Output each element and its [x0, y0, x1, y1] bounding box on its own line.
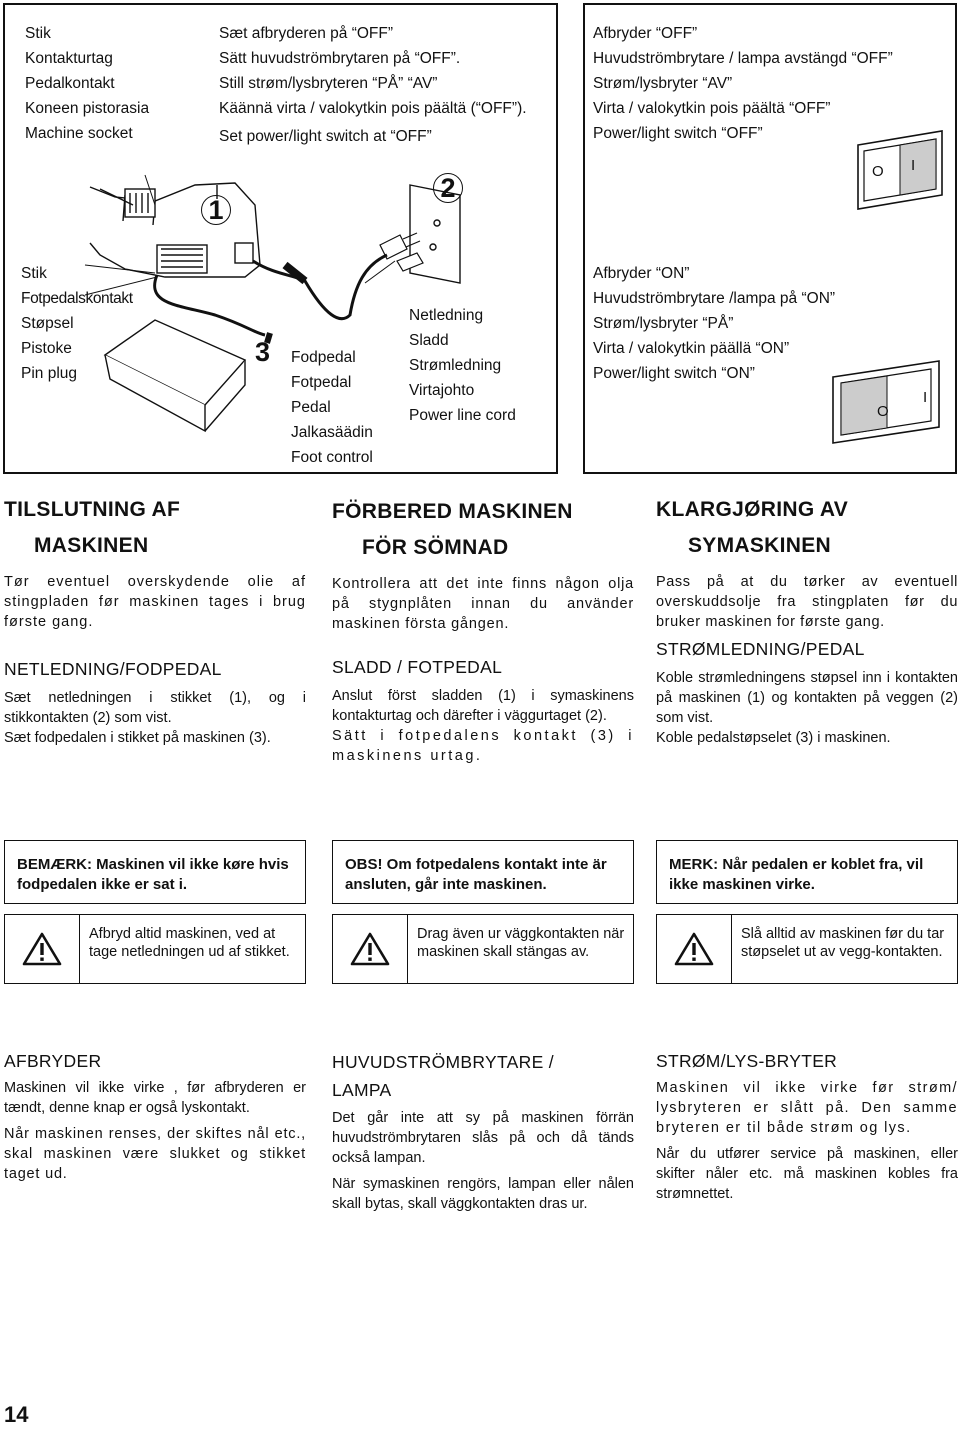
switch-off-o-label: O	[872, 163, 884, 180]
switch-section-swedish	[332, 1048, 634, 1220]
column-danish	[4, 492, 306, 754]
section-paragraph-2: Når maskinen renses, der skiftes nål etc., skal maskinen være slukket og stikket taget ud.	[4, 1126, 306, 1182]
paragraph-1: Sæt netledningen i stikket (1), og i stikkontakten (2) som vist.	[4, 690, 306, 726]
switch-on-labels: Afbryder “ON” Huvudströmbrytare /lampa på “ON” Strøm/lysbryter “PÅ” Virta / valokytkin päällä “ON” Power/light switch “ON”	[593, 265, 836, 382]
warning-box-danish	[4, 914, 306, 984]
foot-control-plug-labels: Stik Fotpedalskontakt Støpsel Pistoke Pin plug	[21, 265, 133, 382]
switch-off-icon	[850, 125, 950, 215]
intro-text: Kontrollera att det inte finns någon olja på stygnplåten innan du använder maskinen första gången.	[332, 576, 634, 632]
warning-text: Afbryd altid maskinen, ved at tage netledningen ud af stikket.	[89, 926, 290, 960]
heading-line-1: TILSLUTNING AF	[4, 498, 181, 521]
heading-line-2: MASKINEN	[34, 534, 149, 557]
column-swedish	[332, 494, 634, 772]
switch-off-i-label: I	[911, 157, 916, 174]
subheading: STRØMLEDNING/PEDAL	[656, 639, 865, 659]
warning-box-norwegian	[656, 914, 958, 984]
section-paragraph-1: Det går inte att sy på maskinen förrän huvudströmbrytaren slås på och då tänds också lampan.	[332, 1110, 634, 1166]
switch-on-i-label: I	[923, 389, 928, 406]
subheading: NETLEDNING/FODPEDAL	[4, 659, 222, 679]
warning-triangle-icon	[657, 915, 732, 983]
power-switch-panel	[583, 3, 957, 474]
section-paragraph-1: Maskinen vil ikke virke , før afbryderen er tændt, denne knap er også lyskontakt.	[4, 1080, 306, 1116]
paragraph-1: Anslut först sladden (1) i symaskinens kontakturtag och därefter i väggurtaget (2).	[332, 688, 634, 724]
subheading: SLADD / FOTPEDAL	[332, 657, 503, 677]
section-paragraph-1: Maskinen vil ikke virke før strøm/ lysbryteren er slått på. Den samme bryteren er til både strøm og lys.	[656, 1080, 958, 1136]
section-heading: STRØM/LYS-BRYTER	[656, 1051, 838, 1071]
callout-number-3: 3	[255, 337, 271, 367]
connection-diagram-panel	[3, 3, 558, 474]
warning-triangle-icon	[5, 915, 80, 983]
section-paragraph-2: När symaskinen rengörs, lampan eller nålen skall bytas, skall väggkontakten dras ur.	[332, 1176, 634, 1212]
section-heading-line-1: HUVUDSTRÖMBRYTARE /	[332, 1052, 554, 1072]
section-paragraph-2: Når du utfører service på maskinen, eller skifter nåler etc. må maskinen kobles fra strømnettet.	[656, 1146, 958, 1202]
section-heading: AFBRYDER	[4, 1051, 102, 1071]
paragraph-2: Sæt fodpedalen i stikket på maskinen (3).	[4, 730, 271, 746]
page-number: 14	[4, 1402, 29, 1427]
power-cord-labels: Netledning Sladd Strømledning Virtajohto Power line cord	[409, 307, 516, 424]
heading-line-1: FÖRBERED MASKINEN	[332, 500, 573, 523]
foot-control-labels: Fodpedal Fotpedal Pedal Jalkasäädin Foot control	[291, 349, 373, 466]
intro-text: Tør eventuel overskydende olie af stingpladen før maskinen tages i brug første gang.	[4, 574, 306, 630]
switch-section-norwegian	[656, 1048, 958, 1210]
switch-on-icon	[827, 355, 947, 445]
switch-off-labels: Afbryder “OFF” Huvudströmbrytare / lampa avstängd “OFF” Strøm/lysbryter “AV” Virta / valokytkin pois päältä “OFF” Power/light switch “OFF”	[593, 25, 893, 142]
switch-on-o-label: O	[877, 403, 889, 420]
paragraph-2: Koble pedalstøpselet (3) i maskinen.	[656, 730, 891, 746]
warning-text: Slå alltid av maskinen før du tar støpselet ut av vegg-kontakten.	[741, 926, 945, 960]
warning-box-swedish	[332, 914, 634, 984]
warning-text: Drag även ur väggkontakten när maskinen skall stängas av.	[417, 926, 625, 960]
section-heading-line-2: LAMPA	[332, 1080, 392, 1100]
note-box-danish: BEMÆRK: Maskinen vil ikke køre hvis fodpedalen ikke er sat i.	[4, 840, 306, 904]
machine-socket-labels: Stik Kontakturtag Pedalkontakt Koneen pistorasia Machine socket	[25, 25, 150, 142]
callout-number-1: 1	[201, 195, 231, 225]
switch-section-danish	[4, 1048, 306, 1190]
note-box-swedish: OBS! Om fotpedalens kontakt inte är ansluten, går inte maskinen.	[332, 840, 634, 904]
column-norwegian	[656, 492, 958, 754]
paragraph-1: Koble strømledningens støpsel inn i kontakten på maskinen (1) og kontakten på veggen (2) som vist.	[656, 670, 958, 726]
paragraph-2: Sätt i fotpedalens kontakt (3) i maskinens urtag.	[332, 728, 634, 764]
callout-number-2: 2	[433, 173, 463, 203]
switch-off-instructions: Sæt afbryderen på “OFF” Sätt huvudströmbrytaren på “OFF”. Still strøm/lysbryteren “PÅ” “AV” Käännä virta / valokytkin pois päältä (“OFF”). Set power/light switch at “OFF”	[219, 25, 527, 145]
warning-triangle-icon	[333, 915, 408, 983]
note-box-norwegian: MERK: Når pedalen er koblet fra, vil ikke maskinen virke.	[656, 840, 958, 904]
heading-line-2: SYMASKINEN	[688, 534, 832, 557]
intro-text: Pass på at du tørker av eventuell overskuddsolje fra stingplaten før du bruker maskinen for første gang.	[656, 574, 958, 630]
heading-line-2: FÖR SÖMNAD	[362, 536, 509, 559]
heading-line-1: KLARGJØRING AV	[656, 498, 849, 521]
